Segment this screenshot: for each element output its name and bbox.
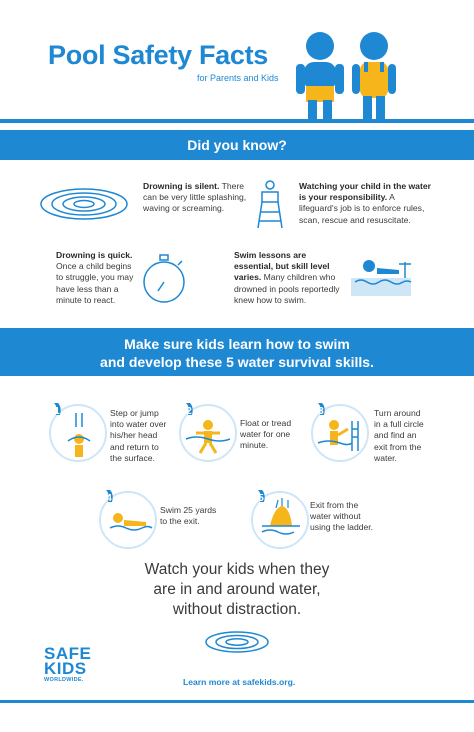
fact-bold: Swim lessons are essential, but skill level varies. bbox=[234, 250, 330, 283]
turn-around-icon bbox=[308, 399, 372, 463]
page-subtitle: for Parents and Kids bbox=[197, 73, 279, 83]
fact-bold: Watching your child in the water is your responsibility. bbox=[299, 181, 431, 203]
header-stripe bbox=[0, 119, 474, 123]
ripple-icon bbox=[38, 186, 130, 222]
exit-water-icon bbox=[248, 486, 312, 550]
fact-body: A lifeguard's job is to enforce rules, scan, rescue and resuscitate. bbox=[299, 192, 425, 225]
skills-heading-line2: and develop these 5 water survival skills. bbox=[100, 354, 374, 370]
did-you-know-heading: Did you know? bbox=[0, 130, 474, 160]
skill-2-text: Float or tread water for one minute. bbox=[240, 418, 292, 451]
skill-1-text: Step or jump into water over his/her head and return to the surface. bbox=[110, 408, 167, 463]
swim-icon bbox=[96, 486, 160, 550]
ripple-icon bbox=[204, 630, 270, 654]
closing-message: Watch your kids when they are in and around water, without distraction. bbox=[144, 561, 330, 618]
skill-4-text: Swim 25 yards to the exit. bbox=[160, 505, 217, 527]
safe-kids-logo: SAFE KIDS WORLDWIDE. bbox=[44, 644, 92, 683]
learn-more-link[interactable]: Learn more at safekids.org. bbox=[183, 677, 296, 687]
fact-watching-responsibility bbox=[299, 181, 431, 226]
skill-3-text: Turn around in a full circle and find an exit from the water. bbox=[374, 408, 424, 463]
stopwatch-icon bbox=[140, 253, 188, 305]
skill-number: 2 bbox=[186, 406, 192, 417]
skill-number: 1 bbox=[54, 406, 60, 417]
fact-drowning-silent bbox=[143, 181, 253, 215]
skill-5-text: Exit from the water without using the ladder. bbox=[310, 500, 374, 533]
jump-in-icon bbox=[44, 399, 108, 463]
skills-heading-line1: Make sure kids learn how to swim bbox=[124, 336, 350, 352]
footer-stripe bbox=[0, 700, 474, 703]
skill-number: 5 bbox=[258, 493, 264, 504]
fact-swim-lessons bbox=[234, 250, 346, 306]
fact-body: There can be very little splashing, waving or screaming. bbox=[143, 181, 247, 214]
swimmer-icon bbox=[349, 256, 413, 298]
skills-heading bbox=[0, 328, 474, 376]
lifeguard-chair-icon bbox=[256, 180, 284, 230]
kids-illustration bbox=[290, 20, 410, 130]
fact-body: Many children who drowned in pools reportedly knew how to swim. bbox=[234, 272, 340, 305]
page-title: Pool Safety Facts bbox=[48, 40, 268, 70]
header bbox=[0, 0, 474, 126]
fact-body: Once a child begins to struggle, you may have less than a minute to react. bbox=[56, 261, 134, 305]
skill-number: 3 bbox=[318, 406, 324, 417]
fact-bold: Drowning is quick. bbox=[56, 250, 133, 260]
fact-drowning-quick bbox=[56, 250, 138, 306]
skill-number: 4 bbox=[106, 493, 112, 504]
fact-bold: Drowning is silent. bbox=[143, 181, 220, 191]
float-icon bbox=[176, 399, 240, 463]
